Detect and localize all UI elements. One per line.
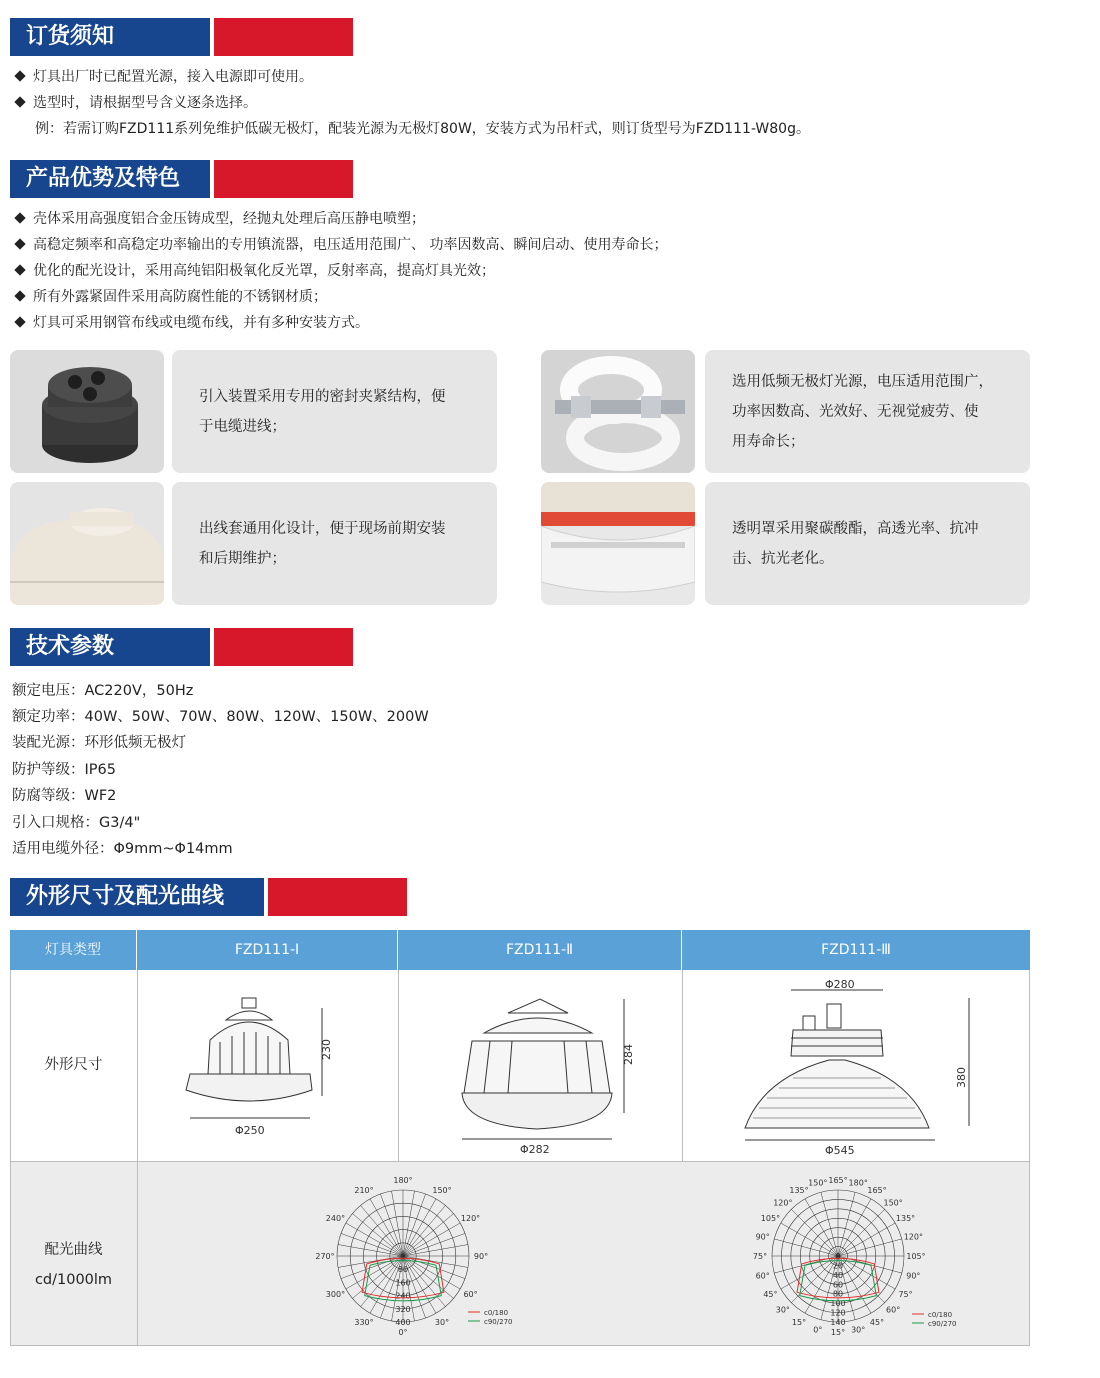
polar-spoke <box>774 1239 838 1256</box>
angle-label: 15° <box>830 1328 846 1337</box>
feature-card-text: 透明罩采用聚碳酸酯，高透光率、抗冲 击、抗光老化。 <box>732 521 979 567</box>
radius-label: 140 <box>830 1318 846 1327</box>
lamp3-drawing <box>735 978 985 1156</box>
angle-label: 0° <box>813 1325 823 1335</box>
legend-label: c90/270 <box>928 1320 957 1328</box>
svg-text:230: 230 <box>320 1039 333 1060</box>
radius-label: 160 <box>395 1278 411 1288</box>
radius-label: 0 <box>400 1252 406 1261</box>
radius-label: 320 <box>395 1304 411 1314</box>
angle-label: 75° <box>898 1290 913 1299</box>
list-item: 选型时，请根据型号含义逐条选择。 <box>14 90 257 116</box>
feature-card-text: 选用低频无极灯光源，电压适用范围广， 功率因数高、光效好、无视觉疲劳、使 用寿命长； <box>732 374 993 450</box>
angle-label: 0° <box>398 1328 408 1337</box>
cable-gland-photo <box>10 350 164 473</box>
svg-text:284: 284 <box>622 1044 635 1065</box>
angle-label: 120° <box>460 1214 481 1223</box>
radius-label: 80 <box>397 1265 409 1275</box>
legend-label: c90/270 <box>484 1318 513 1326</box>
polar-chart-2 <box>730 1170 980 1342</box>
spec-line: 额定电压：AC220V，50Hz <box>12 683 194 699</box>
housing-photo <box>10 482 164 605</box>
list-item: 灯具可采用钢管布线或电缆布线，并有多种安装方式。 <box>14 310 369 336</box>
angle-label: 165° <box>867 1186 887 1196</box>
section-header-ordering <box>10 18 353 56</box>
angle-label: 90° <box>906 1271 921 1281</box>
list-item: 壳体采用高强度铝合金压铸成型，经抛丸处理后高压静电喷塑； <box>14 206 425 232</box>
feature-card-text: 出线套通用化设计，便于现场前期安装 和后期维护； <box>199 521 446 567</box>
radius-label: 120 <box>830 1308 846 1318</box>
angle-label: 105° <box>906 1252 926 1261</box>
polar-spoke <box>821 1192 838 1256</box>
angle-label: 60° <box>463 1290 478 1299</box>
radius-label: 20 <box>832 1261 844 1271</box>
svg-text:Φ545: Φ545 <box>825 1144 855 1156</box>
cover-photo <box>541 482 695 605</box>
dims-table <box>10 930 1030 1346</box>
angle-label: 60° <box>755 1271 770 1281</box>
legend-label: c0/180 <box>928 1311 953 1319</box>
angle-label: 135° <box>789 1186 809 1196</box>
polar-spoke <box>838 1209 885 1256</box>
polar-spoke <box>838 1192 855 1256</box>
list-item: 所有外露紧固件采用高防腐性能的不锈钢材质； <box>14 284 327 310</box>
svg-text:Φ282: Φ282 <box>520 1143 550 1155</box>
angle-label: 90° <box>473 1252 489 1261</box>
angle-label: 210° <box>354 1186 374 1196</box>
radius-label: 0 <box>835 1252 841 1261</box>
angle-label: 120° <box>773 1198 793 1208</box>
angle-label: 105° <box>760 1214 781 1223</box>
angle-label: 270° <box>315 1252 335 1261</box>
angle-label: 90° <box>755 1232 770 1242</box>
lamp2-drawing <box>450 985 650 1155</box>
angle-label: 180° <box>393 1176 413 1185</box>
angle-label: 330° <box>354 1317 374 1327</box>
list-item: 高稳定频率和高稳定功率输出的专用镇流器，电压适用范围广、 功率因数高、瞬间启动、使用寿命长； <box>14 232 667 258</box>
table-header-model-3: FZD111-Ⅲ <box>682 930 1030 970</box>
spec-line: 适用电缆外径：Φ9mm~Φ14mm <box>12 841 233 857</box>
angle-label: 30° <box>775 1305 790 1315</box>
row-label-curve: 配光曲线 cd/1000lm <box>34 1242 113 1288</box>
angle-label: 30° <box>434 1317 450 1327</box>
list-item: 优化的配光设计，采用高纯铝阳极氧化反光罩，反射率高，提高灯具光效； <box>14 258 495 284</box>
angle-label: 120° <box>903 1232 923 1242</box>
spec-line: 额定功率：40W、50W、70W、80W、120W、150W、200W <box>12 709 429 725</box>
spec-line: 防腐等级：WF2 <box>12 788 117 804</box>
table-header-type: 灯具类型 <box>10 930 137 970</box>
section-title: 产品优势及特色 <box>10 160 210 198</box>
angle-label: 150° <box>432 1186 452 1196</box>
radius-label: 240 <box>395 1291 411 1301</box>
section-header-features <box>10 160 353 198</box>
radius-label: 400 <box>395 1318 411 1327</box>
section-title: 技术参数 <box>10 628 210 666</box>
section-title: 外形尺寸及配光曲线 <box>10 878 264 916</box>
svg-text:Φ250: Φ250 <box>235 1124 265 1137</box>
order-example: 例：若需订购FZD111系列免维护低碳无极灯，配装光源为无极灯80W，安装方式为吊杆式，则订货型号为FZD111-W80g。 <box>35 121 810 137</box>
radius-label: 40 <box>832 1270 844 1280</box>
section-header-tech <box>10 628 353 666</box>
polar-spoke <box>791 1209 838 1256</box>
spec-line: 装配光源：环形低频无极灯 <box>12 735 186 751</box>
radius-label: 80 <box>832 1289 844 1299</box>
section-header-dims <box>10 878 407 916</box>
table-header-model-2: FZD111-Ⅱ <box>398 930 682 970</box>
angle-label: 150° <box>808 1178 828 1188</box>
angle-label: 150° <box>883 1198 903 1208</box>
lamp1-drawing <box>180 990 370 1150</box>
list-item: 灯具出厂时已配置光源，接入电源即可使用。 <box>14 64 313 90</box>
angle-label: 180° <box>848 1178 868 1188</box>
feature-card-text: 引入装置采用专用的密封夹紧结构，便 于电缆进线； <box>199 389 446 435</box>
table-header-model-1: FZD111-Ⅰ <box>137 930 398 970</box>
angle-label: 45° <box>869 1317 885 1327</box>
angle-label: 30° <box>851 1325 866 1335</box>
row-label-dimensions: 外形尺寸 <box>44 1057 103 1073</box>
angle-label: 60° <box>886 1305 901 1315</box>
polar-chart-1 <box>310 1170 540 1342</box>
angle-label: 45° <box>763 1290 778 1299</box>
angle-label: 240° <box>325 1214 346 1223</box>
spec-line: 引入口规格：G3/4" <box>12 815 141 831</box>
lamp-source-photo <box>541 350 695 473</box>
angle-label: 135° <box>895 1214 916 1223</box>
angle-label: 300° <box>325 1290 346 1299</box>
angle-label: 75° <box>752 1252 768 1261</box>
svg-text:Φ280: Φ280 <box>825 978 855 991</box>
legend-label: c0/180 <box>484 1309 509 1317</box>
section-title: 订货须知 <box>10 18 210 56</box>
polar-spoke <box>838 1239 902 1256</box>
angle-label: 15° <box>791 1317 807 1327</box>
radius-label: 60 <box>832 1280 844 1290</box>
radius-label: 100 <box>830 1299 846 1309</box>
spec-line: 防护等级：IP65 <box>12 762 116 778</box>
svg-text:380: 380 <box>955 1067 968 1088</box>
angle-label: 165° <box>828 1176 848 1185</box>
